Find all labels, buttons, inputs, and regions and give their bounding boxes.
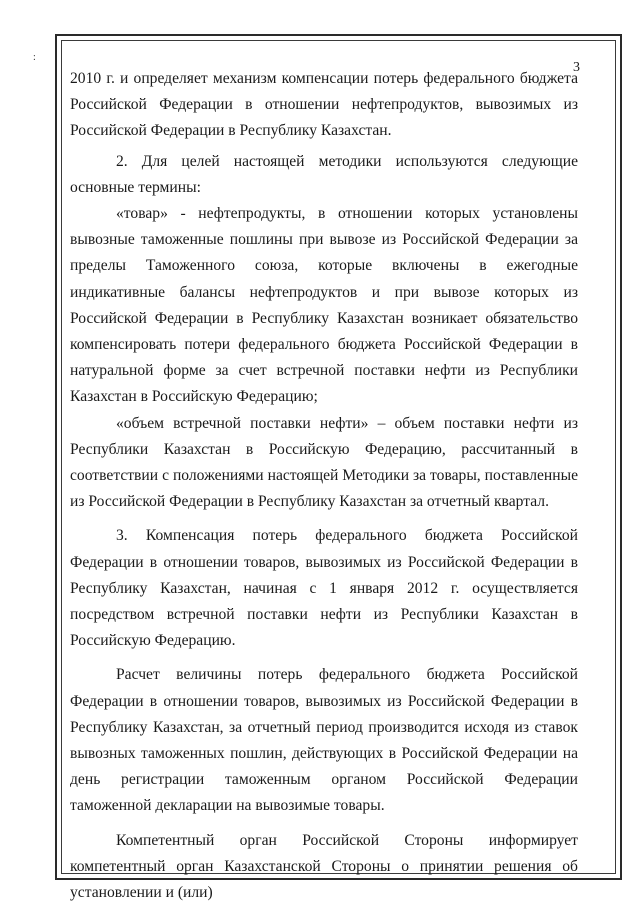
paragraph-continuation: 2010 г. и определяет механизм компенсации потерь федерального бюджета Российской Федерации в отношении нефтепродуктов, вывозимых из Российской Федерации в Республику Казахстан.: [70, 70, 578, 140]
margin-mark: :: [33, 52, 36, 63]
paragraph-terms-intro: 2. Для целей настоящей методики используются следующие основные термины:: [70, 152, 578, 196]
paragraph-competent-authority: Компетентный орган Российской Стороны информирует компетентный орган Казахстанской Стороны о принятии решения об установлении и (или): [70, 831, 578, 902]
paragraph-compensation: 3. Компенсация потерь федерального бюджета Российской Федерации в отношении товаров, вывозимых из Российской Федерации в Республику Казахстан, начиная с 1 января 2012 г. осуществляется посредством встречной поставки нефти из Республики Казахстан в Российскую Федерацию.: [70, 527, 578, 650]
page-number: 3: [573, 60, 580, 75]
paragraph-loss-calculation: Расчет величины потерь федерального бюджета Российской Федерации в отношении товаров, вывозимых из Российской Федерации в Республику Казахстан, за отчетный период производится исходя из ставок вывозных таможенных пошлин, действующих в Российской Федерации на день регистрации таможенным органом Российской Федерации таможенной декларации на вывозимые товары.: [70, 666, 578, 815]
paragraph-term-oil-volume: «объем встречной поставки нефти» – объем поставки нефти из Республики Казахстан в Российскую Федерацию, рассчитанный в соответствии с положениями настоящей Методики за товары, поставленные из Российской Федерации в Республику Казахстан за отчетный квартал.: [70, 414, 578, 511]
document-body: [70, 66, 578, 906]
paragraph-term-goods: «товар» - нефтепродукты, в отношении которых установлены вывозные таможенные пошлины при вывозе из Российской Федерации за пределы Таможенного союза, которые включены в ежегодные индикативные балансы нефтепродуктов и при вывозе которых из Российской Федерации в Республику Казахстан возникает обязательство компенсировать потери федерального бюджета Российской Федерации в натуральной форме за счет встречной поставки нефти из Республики Казахстан в Российскую Федерацию;: [70, 205, 578, 406]
